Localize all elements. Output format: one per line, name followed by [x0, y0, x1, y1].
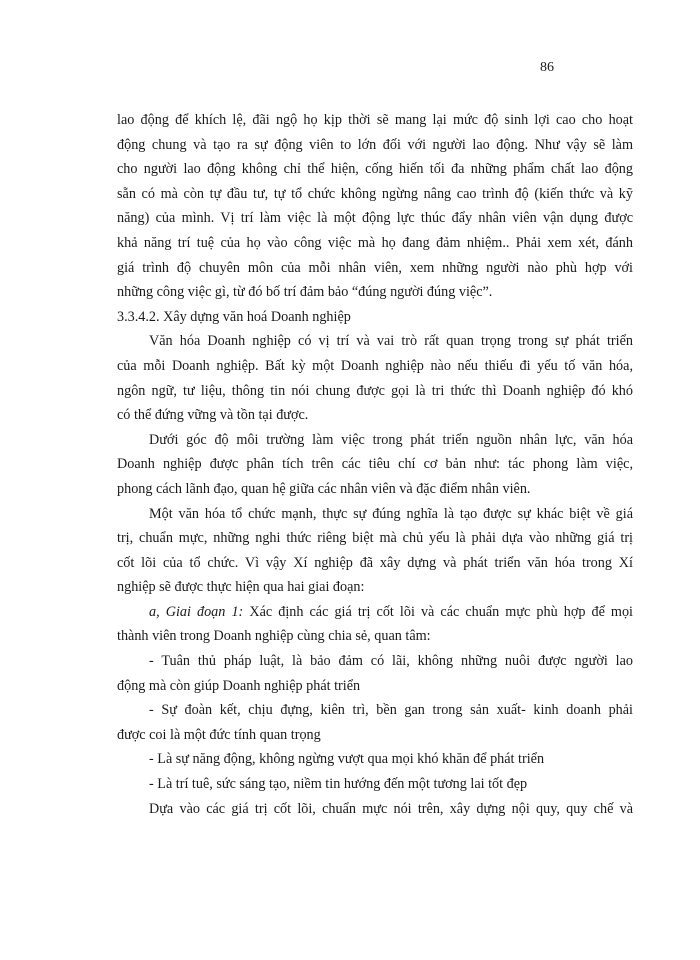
text-line: Một văn hóa tổ chức mạnh, thực sự đúng nghĩa là tạo được sự khác biệt về giá [149, 505, 633, 522]
text-line: trị, chuẩn mực, những nghi thức riêng biệt mà chủ yếu là phải dựa vào những giá trị [117, 530, 633, 547]
list-item: - Là trí tuê, sức sáng tạo, niềm tin hướng đến một tương lai tốt đẹp [149, 776, 528, 793]
text-line: Doanh nghiệp được phân tích trên các tiêu chí cơ bản như: tác phong làm việc, [117, 456, 633, 473]
text-line: năng) của mình. Vị trí làm việc là một động lực thúc đẩy nhân viên vận dụng được [117, 210, 633, 227]
stage-description: Xác định các giá trị cốt lõi và các chuẩn mực phù hợp để mọi [243, 603, 633, 620]
text-line: khả năng trí tuệ của họ vào công việc mà họ đang đảm nhiệm.. Phải xem xét, đánh [117, 234, 633, 251]
list-item: - Sự đoàn kết, chịu đựng, kiên trì, bền gan trong sản xuất- kinh doanh phải [149, 702, 633, 719]
text-line: nghiệp sẽ được thực hiện qua hai giai đoạn: [117, 579, 365, 596]
text-line: cốt lõi của tổ chức. Vì vậy Xí nghiệp đã xây dựng và phát triển văn hóa trong Xí [117, 554, 633, 571]
text-line: có thể đứng vững và tồn tại được. [117, 407, 309, 424]
text-line: lao động để khích lệ, đãi ngộ họ kịp thời sẽ mang lại mức độ sinh lợi cao cho hoạt [117, 112, 633, 128]
text-line: Văn hóa Doanh nghiệp có vị trí và vai trò rất quan trọng trong sự phát triển [149, 333, 633, 350]
text-line: thành viên trong Doanh nghiệp cùng chia sẻ, quan tâm: [117, 628, 431, 645]
text-line: của mỗi Doanh nghiệp. Bất kỳ một Doanh nghiệp nào nếu thiếu đi yếu tố văn hóa, [117, 357, 633, 374]
text-line: động chung và tạo ra sự động viên to lớn đối với người lao động. Như vậy sẽ làm [117, 136, 633, 153]
text-line: cho người lao động không chỉ thể hiện, cống hiến tối đa những phẩm chất lao động [117, 161, 633, 178]
list-item-continuation: động mà còn giúp Doanh nghiệp phát triển [117, 677, 361, 694]
text-line: Dựa vào các giá trị cốt lõi, chuẩn mực nói trên, xây dựng nội quy, quy chế và [149, 800, 633, 817]
document-body [117, 108, 633, 821]
section-heading: 3.3.4.2. Xây dựng văn hoá Doanh nghiệp [117, 308, 351, 325]
stage-label: a, Giai [149, 603, 191, 620]
list-item: - Tuân thủ pháp luật, là bảo đảm có lãi, không những nuôi được người lao [149, 653, 633, 670]
stage-number: 1: [231, 603, 244, 620]
text-line: Dưới góc độ môi trường làm việc trong phát triển nguồn nhân lực, văn hóa [149, 431, 633, 448]
text-line: ngôn ngữ, tư liệu, thông tin nói chung được gọi là tri thức thì Doanh nghiệp đó khó [117, 382, 633, 399]
text-line: giá trình độ chuyên môn của mỗi nhân viên, xem những người nào phù hợp với [117, 259, 633, 276]
stage-label-word: đoạn [190, 603, 232, 620]
text-line: sẵn có mà còn tự đầu tư, tự tổ chức không ngừng nâng cao trình độ (kiến thức và kỹ [117, 185, 633, 202]
list-item: - Là sự năng động, không ngừng vượt qua mọi khó khăn để phát triển [149, 751, 545, 768]
page-number: 86 [540, 60, 554, 75]
list-item-continuation: được coi là một đức tính quan trọng [117, 726, 321, 743]
text-line: những công việc gì, từ đó bố trí đảm bảo “đúng người đúng việc”. [117, 284, 493, 301]
stage-line [117, 600, 633, 625]
text-line: phong cách lãnh đạo, quan hệ giữa các nhân viên và đặc điểm nhân viên. [117, 480, 531, 497]
